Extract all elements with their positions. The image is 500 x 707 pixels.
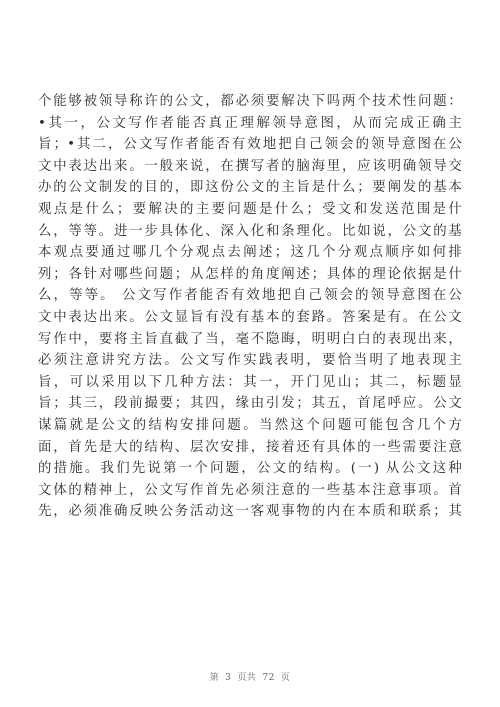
text-line: 文体的精神上，公文写作首先必须注意的一些基本注意事项。首 [38, 482, 462, 498]
text-line: 文中表达出来。一般来说，在撰写者的脑海里，应该明确领导交 [38, 158, 462, 174]
footer-suffix: 页 [280, 673, 291, 683]
total-pages: 72 [262, 673, 275, 683]
text-line: 旨；其三，段前撮要；其四，缘由引发；其五，首尾呼应。公文 [38, 396, 462, 412]
text-line: 文中表达出来。公文显旨有没有基本的套路。答案是有。在公文 [38, 309, 462, 325]
text-line: 谋篇就是公文的结构安排问题。当然这个问题可能包含几个方 [38, 417, 462, 433]
text-line: 么，等等。进一步具体化、深入化和条理化。比如说，公文的基 [38, 223, 462, 239]
text-line: 先，必须准确反映公务活动这一客观事物的内在本质和联系；其 [38, 504, 462, 520]
text-line: •其一，公文写作者能否真正理解领导意图，从而完成正确主 [38, 115, 462, 131]
text-line: 必须注意讲究方法。公文写作实践表明，要恰当明了地表现主 [38, 353, 462, 369]
page-footer [0, 670, 500, 683]
text-line: 个能够被领导称许的公文，都必须要解决下吗两个技术性问题： [38, 94, 462, 109]
page-number: 3 [225, 673, 232, 683]
text-line: 列；各针对哪些问题；从怎样的角度阐述；具体的理论依据是什 [38, 266, 462, 282]
text-line: 么，等等。 公文写作者能否有效地把自己领会的领导意图在公 [38, 288, 462, 304]
text-line: 观点是什么；要解决的主要问题是什么；受文和发送范围是什 [38, 201, 462, 217]
footer-middle: 页共 [237, 673, 257, 683]
text-line: 面，首先是大的结构、层次安排，接着还有具体的一些需要注意 [38, 439, 462, 455]
text-line: 旨，可以采用以下几种方法：其一，开门见山；其二，标题显 [38, 374, 462, 390]
body-text [38, 91, 462, 523]
text-line: 旨；•其二，公文写作者能否有效地把自己领会的领导意图在公 [38, 137, 462, 153]
footer-prefix: 第 [209, 673, 220, 683]
text-line: 写作中，要将主旨直截了当，毫不隐晦，明明白白的表现出来， [38, 331, 462, 347]
text-line: 办的公文制发的目的，即这份公文的主旨是什么；要阐发的基本 [38, 180, 462, 196]
text-line: 本观点要通过哪几个分观点去阐述；这几个分观点顺序如何排 [38, 245, 462, 261]
text-line: 的措施。我们先说第一个问题，公文的结构。(一) 从公文这种 [38, 461, 462, 477]
